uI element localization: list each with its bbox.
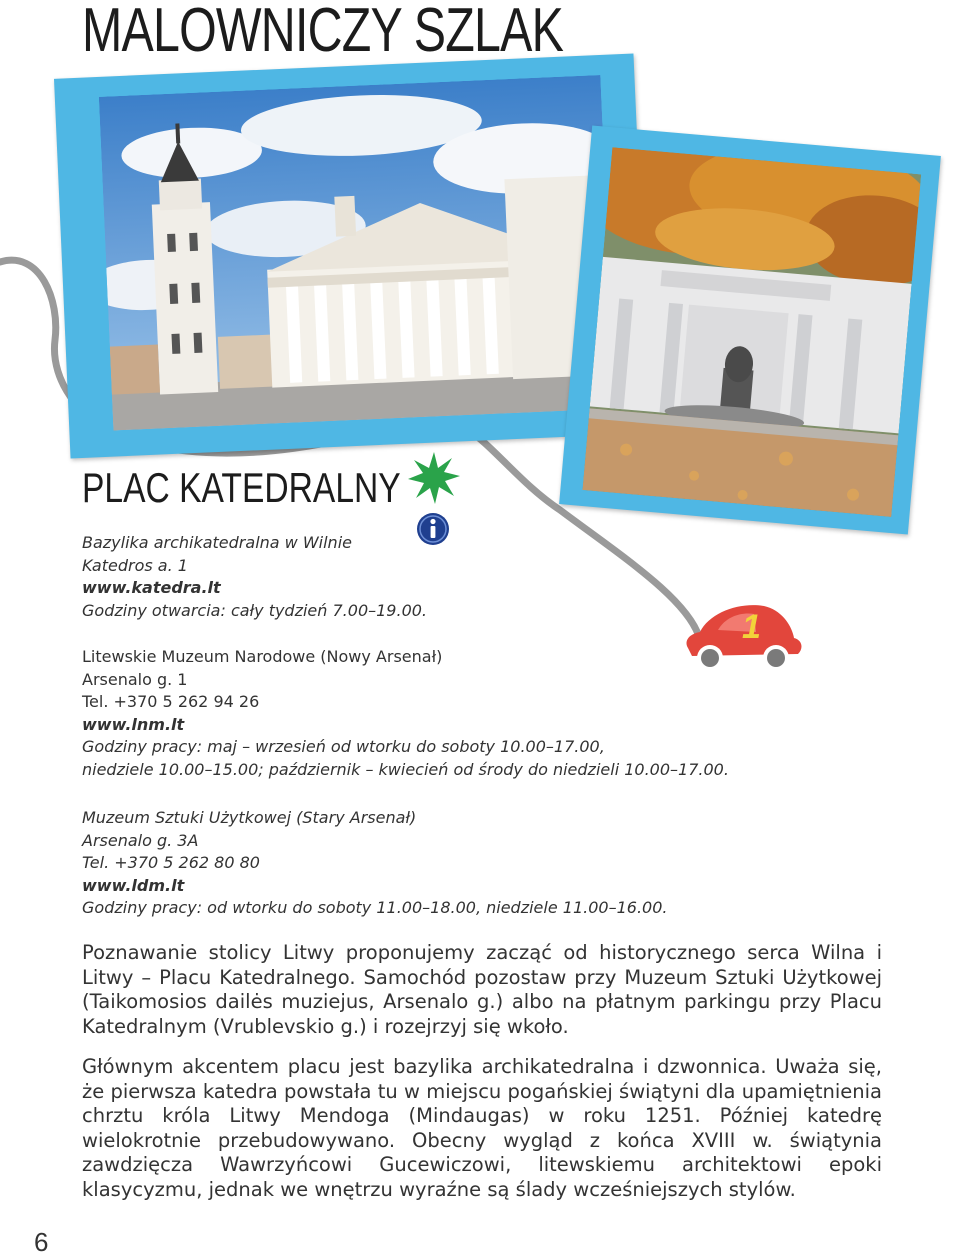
info-hours: Godziny otwarcia: cały tydzień 7.00–19.00. <box>82 600 428 620</box>
page-title: MALOWNICZY SZLAK <box>82 0 564 65</box>
info-address: Arsenalo g. 1 <box>82 669 188 689</box>
info-website-link[interactable]: www.katedra.lt <box>82 578 221 597</box>
info-block-national-museum <box>82 646 729 781</box>
green-star-icon <box>408 452 460 504</box>
section-title: PLAC KATEDRALNY <box>82 464 401 511</box>
info-name: Litewskie Muzeum Narodowe (Nowy Arsenał) <box>82 647 443 666</box>
paragraph-intro: Poznawanie stolicy Litwy proponujemy zacząć od historycznego serca Wilna i Litwy – Placu Katedralnego. Samochód pozostaw przy Muzeum Sztuki Użytkowej (Taikomosios dailės muziejus, Arsenalo g.) albo na płatnym parkingu przy Placu Katedralnym (Vrublevskio g.) i rozejrzyj się wkoło. <box>82 941 882 1038</box>
info-website-link[interactable]: www.lnm.lt <box>82 714 185 734</box>
photo-arsenal <box>559 125 941 534</box>
paragraph-cathedral-history: Głównym akcentem placu jest bazylika archikatedralna i dzwonnica. Uważa się, że pierwsza katedra powstała tu w miejscu pogańskiej świątyni dla upamiętnienia chrztu króla Litwy Mendoga (Mindaugas) w roku 1251. Później katedrę wielokrotnie przebudowywano. Obecny wygląd z końca XVIII w. świątynia zawdzięcza Wawrzyńcowi Gucewiczowi, litewskiemu architektowi epoki klasycyzmu, jednak we wnętrzu wyraźne są ślady wcześniejszych stylów. <box>82 1055 882 1201</box>
info-address: Arsenalo g. 3A <box>82 830 199 850</box>
info-phone: Tel. +370 5 262 94 26 <box>82 692 260 711</box>
page-number: 6 <box>34 1227 49 1257</box>
info-hours: Godziny pracy: od wtorku do soboty 11.00–18.00, niedziele 11.00–16.00. <box>82 898 668 917</box>
car-number: 1 <box>742 608 761 646</box>
info-hours-line-2: niedziele 10.00–15.00; październik – kwiecień od środy do niedzieli 10.00–17.00. <box>82 759 729 779</box>
info-phone: Tel. +370 5 262 80 80 <box>82 853 260 872</box>
info-block-applied-art-museum <box>82 807 667 920</box>
info-address: Katedros a. 1 <box>82 555 188 575</box>
info-block-cathedral <box>82 532 427 622</box>
info-name: Bazylika archikatedralna w Wilnie <box>82 533 352 552</box>
info-hours-line-1: Godziny pracy: maj – wrzesień od wtorku do soboty 10.00–17.00, <box>82 737 605 756</box>
photo-cathedral <box>54 54 650 459</box>
info-website-link[interactable]: www.ldm.lt <box>82 875 185 895</box>
info-name: Muzeum Sztuki Użytkowej (Stary Arsenał) <box>82 808 417 827</box>
